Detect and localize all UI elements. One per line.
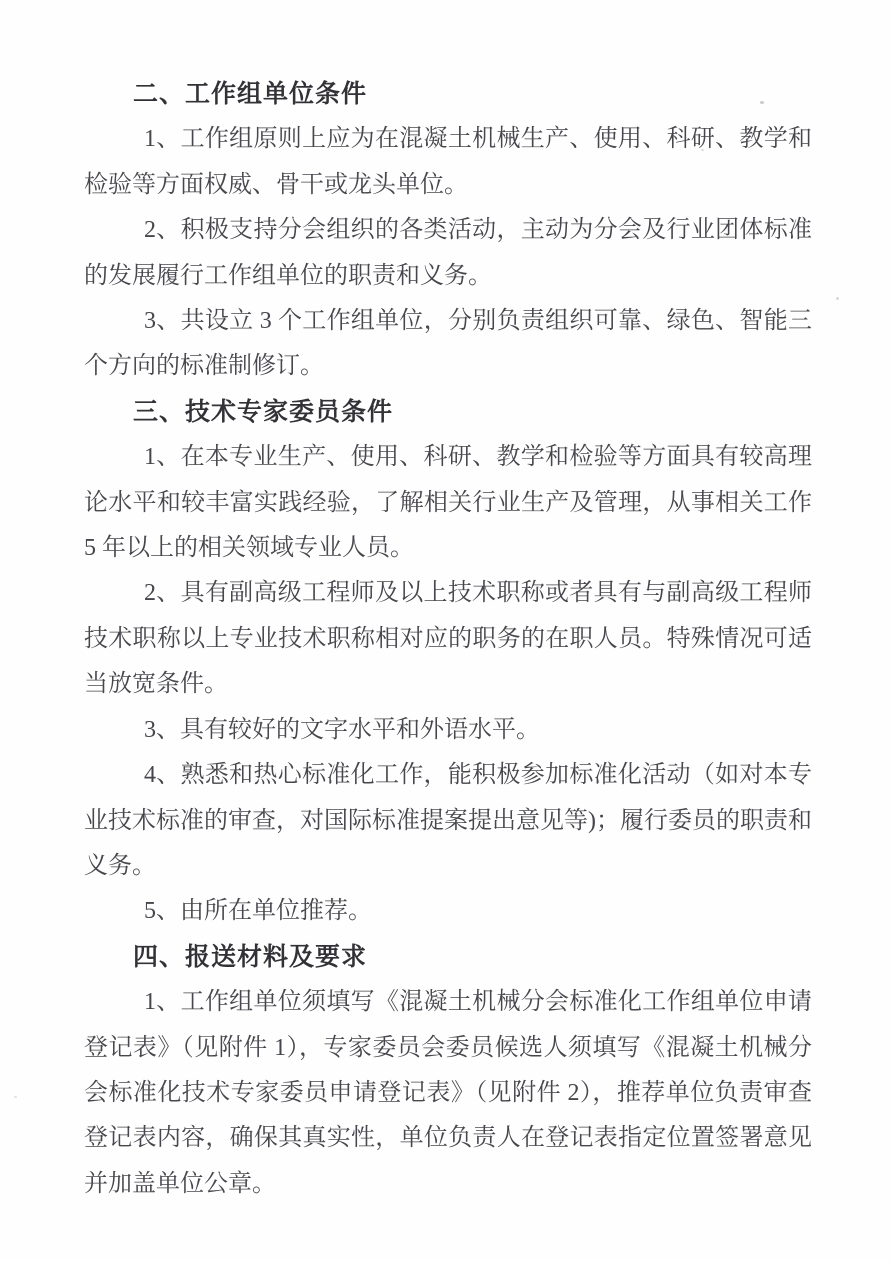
paragraph-expert-2: 2、具有副高级工程师及以上技术职称或者具有与副高级工程师技术职称以上专业技术职称相对应的职务的在职人员。特殊情况可适当放宽条件。 bbox=[84, 580, 812, 698]
scan-speck bbox=[760, 101, 764, 104]
paragraph-expert-5: 5、由所在单位推荐。 bbox=[144, 898, 372, 925]
scan-speck bbox=[836, 297, 839, 300]
scan-speck bbox=[701, 149, 704, 151]
paragraph-workgroup-3: 3、共设立 3 个工作组单位，分别负责组织可靠、绿色、智能三个方向的标准制修订。 bbox=[84, 308, 812, 380]
paragraph-workgroup-2: 2、积极支持分会组织的各类活动，主动为分会及行业团体标准的发展履行工作组单位的职责和义务。 bbox=[84, 217, 812, 289]
document-body bbox=[84, 72, 812, 1207]
paragraph-expert-3: 3、具有较好的文字水平和外语水平。 bbox=[144, 716, 540, 743]
scan-speck bbox=[14, 1096, 17, 1098]
section-heading-expert-member-conditions: 三、技术专家委员条件 bbox=[133, 397, 394, 426]
section-heading-workgroup-unit-conditions: 二、工作组单位条件 bbox=[133, 80, 368, 108]
paragraph-expert-4: 4、熟悉和热心标准化工作，能积极参加标准化活动（如对本专业技术标准的审查，对国际标准提案提出意见等)；履行委员的职责和义务。 bbox=[84, 762, 812, 879]
section-heading-submission-materials: 四、报送材料及要求 bbox=[133, 942, 368, 971]
paragraph-submission-1: 1、工作组单位须填写《混凝土机械分会标准化工作组单位申请登记表》（见附件 1），专家委员会委员候选人须填写《混凝土机械分会标准化技术专家委员申请登记表》（见附件 2），推荐单位负责审查登记表内容，确保其真实性，单位负责人在登记表指定位置签署意见并加盖单位公章。 bbox=[84, 989, 812, 1197]
paragraph-expert-1: 1、在本专业生产、使用、科研、教学和检验等方面具有较高理论水平和较丰富实践经验，了解相关行业生产及管理，从事相关工作 5 年以上的相关领域专业人员。 bbox=[84, 444, 812, 562]
paragraph-workgroup-1: 1、工作组原则上应为在混凝土机械生产、使用、科研、教学和检验等方面权威、骨干或龙头单位。 bbox=[84, 126, 812, 198]
